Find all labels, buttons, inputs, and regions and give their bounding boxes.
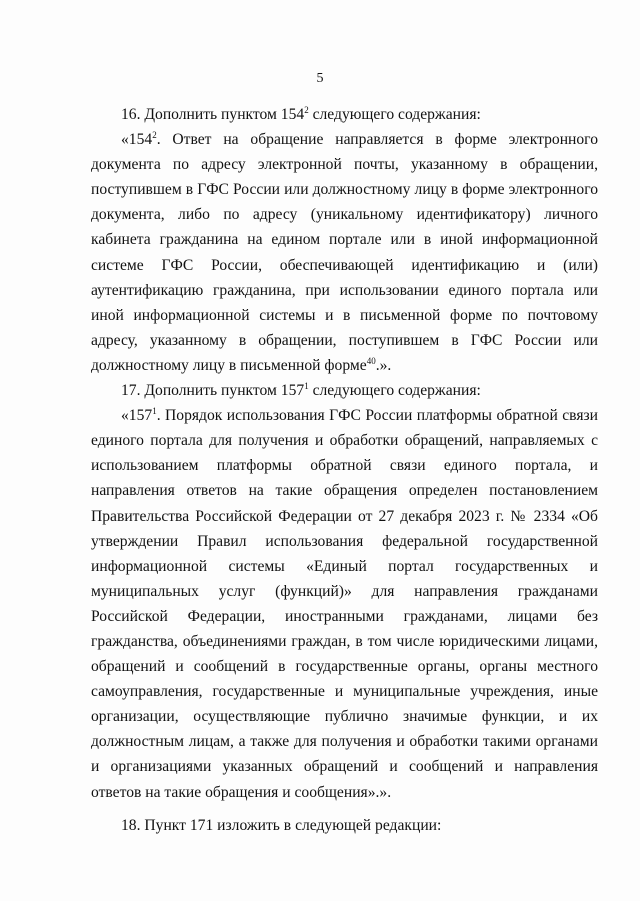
text-run: . Ответ на обращение направляется в форме электронного документа по адресу электронной почты, указанному в обращении, поступившем в ГФС России или должностному лицу в форме электронного документа, либо по адресу (уникальному идентификатору) личного кабинета гражданина на едином портале или в иной информационной системе ГФС России, обеспечивающей идентификацию и (или) аутентификацию гражданина, при использовании единого портала или иной информационной системы и в письменной форме по почтовому адресу, указанному в обращении, поступившем в ГФС России или должностному лицу в письменной форме	[91, 131, 598, 374]
text-run: «154	[121, 131, 153, 149]
page-number: 5	[316, 71, 324, 86]
superscript: 2	[152, 130, 157, 141]
superscript: 1	[304, 381, 309, 392]
paragraph-item-154-2-text	[91, 127, 598, 378]
document-body	[91, 102, 598, 838]
text-run: 16. Дополнить пунктом 154	[121, 106, 305, 123]
superscript: 2	[304, 105, 309, 115]
text-run: «157	[121, 407, 153, 425]
text-run: . Порядок использования ГФС России платформы обратной связи единого портала для получения и обработки обращений, направляемых с использованием платформы обратной связи единого портала, и направления ответов на такие обращения определен постановлением Правительства Российской Федерации от 27 декабря 2023 г. № 2334 «Об утверждении Правил использования федеральной государственной информационной системы «Единый портал государственных и муниципальных услуг (функций)» для направления гражданами Российской Федерации, иностранными гражданами, лицами без гражданства, объединениями граждан, в том числе юридическими лицами, обращений и сообщений в государственные органы, органы местного самоуправления, государственные и муниципальные учреждения, иные организации, осуществляющие публично значимые функции, и их должностным лицам, а также для получения и обработки такими органами и организациями указанных обращений и сообщений и направления ответов на такие обращения и сообщения».».	[91, 407, 598, 801]
superscript: 40	[366, 355, 376, 366]
text-run: 17. Дополнить пунктом 157	[121, 382, 305, 400]
paragraph-item-16	[91, 102, 598, 127]
paragraph-item-18	[91, 813, 598, 838]
text-run: 18. Пункт 171 изложить в следующей редакции:	[121, 816, 442, 834]
text-run: следующего содержания:	[308, 106, 481, 123]
paragraph-item-157-1-text	[91, 403, 598, 805]
text-run: .».	[375, 356, 392, 374]
text-run: следующего содержания:	[308, 382, 481, 400]
superscript: 1	[152, 406, 157, 417]
paragraph-item-17	[91, 378, 598, 403]
